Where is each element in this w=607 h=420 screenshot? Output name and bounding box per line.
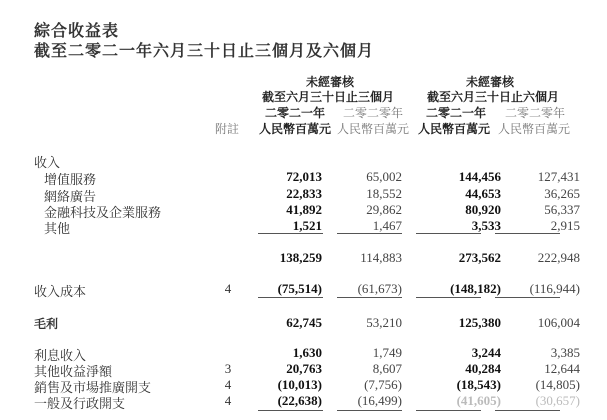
subtotal-underline — [337, 297, 402, 298]
year-col3: 二零二一年 — [426, 106, 487, 120]
year-col1: 二零二一年 — [265, 106, 326, 120]
unit-col1: 人民幣百萬元 — [258, 122, 331, 136]
cell: 29,862 — [366, 202, 402, 217]
subtotal-underline — [337, 410, 402, 411]
row-label: 收入成本 — [34, 284, 87, 299]
cell: 144,456 — [458, 169, 501, 184]
cell: 22,833 — [286, 186, 322, 201]
cell: 125,380 — [458, 315, 501, 330]
cell: 3,385 — [550, 345, 580, 360]
year-col4: 二零二零年 — [505, 106, 566, 120]
unit-col3: 人民幣百萬元 — [417, 122, 490, 136]
group2-audit: 未經審核 — [465, 75, 514, 89]
unit-col2: 人民幣百萬元 — [336, 122, 409, 136]
cell: (16,499) — [357, 393, 402, 408]
table-row — [0, 377, 607, 393]
note-ref: 4 — [224, 377, 232, 392]
cell: (22,638) — [277, 393, 322, 408]
cell: (41,605) — [456, 393, 501, 408]
cell: 1,630 — [292, 345, 322, 360]
subtotal-underline — [495, 410, 560, 411]
cell: (14,805) — [535, 377, 580, 392]
table-row — [0, 218, 607, 234]
cell: 18,552 — [366, 186, 402, 201]
cell: (30,657) — [535, 393, 580, 408]
cell: (10,013) — [277, 377, 322, 392]
cell: 41,892 — [286, 202, 322, 217]
subtotal-underline — [337, 233, 402, 234]
cell: 138,259 — [279, 250, 322, 265]
group2-period: 截至六月三十日止六個月 — [426, 90, 559, 104]
note-ref: 3 — [224, 361, 232, 376]
cell: 1,749 — [372, 345, 402, 360]
cell: 8,607 — [372, 361, 402, 376]
row-label: 利息收入 — [34, 348, 87, 363]
row-label: 增值服務 — [44, 172, 97, 187]
note-header: 附註 — [214, 122, 239, 136]
row-label: 其他 — [44, 221, 71, 236]
cell: 3,244 — [471, 345, 501, 360]
row-label: 網絡廣告 — [44, 189, 97, 204]
table-row-gross-profit — [0, 315, 607, 331]
statement-title: 綜合收益表 — [34, 21, 120, 40]
row-label: 一般及行政開支 — [34, 396, 126, 411]
subtotal-underline — [416, 410, 481, 411]
cell: 127,431 — [537, 169, 580, 184]
subtotal-underline — [258, 233, 323, 234]
table-row — [0, 186, 607, 202]
cell: 80,920 — [465, 202, 501, 217]
row-label: 金融科技及企業服務 — [44, 205, 162, 220]
cell: 1,467 — [372, 218, 402, 233]
cell: 53,210 — [366, 315, 402, 330]
unit-col4: 人民幣百萬元 — [497, 122, 570, 136]
subtotal-underline — [495, 233, 560, 234]
row-label: 銷售及市場推廣開支 — [34, 380, 152, 395]
table-row — [0, 361, 607, 377]
cell: 106,004 — [537, 315, 580, 330]
table-row-revenue-total — [0, 250, 607, 266]
table-row-revenue-header — [0, 152, 607, 168]
cell: (116,944) — [529, 281, 580, 296]
cell: 1,521 — [292, 218, 322, 233]
table-row — [0, 393, 607, 409]
cell: 65,002 — [366, 169, 402, 184]
note-ref: 4 — [224, 281, 232, 296]
cell: (61,673) — [357, 281, 402, 296]
cell: 2,915 — [550, 218, 580, 233]
cell: 56,337 — [544, 202, 580, 217]
table-row — [0, 169, 607, 185]
cell: 44,653 — [465, 186, 501, 201]
row-label: 其他收益淨額 — [34, 364, 113, 379]
cell: 273,562 — [458, 250, 501, 265]
subtotal-underline — [258, 410, 323, 411]
cell: (148,182) — [450, 281, 501, 296]
subtotal-underline — [495, 297, 560, 298]
cell: 114,883 — [360, 250, 402, 265]
cell: 36,265 — [544, 186, 580, 201]
note-ref: 4 — [224, 393, 232, 408]
table-row — [0, 202, 607, 218]
row-label: 收入 — [34, 155, 61, 170]
cell: 3,533 — [471, 218, 501, 233]
cell: (18,543) — [456, 377, 501, 392]
table-row-cost-of-revenue — [0, 281, 607, 297]
cell: 72,013 — [286, 169, 322, 184]
cell: 20,763 — [286, 361, 322, 376]
row-label: 毛利 — [34, 317, 59, 331]
cell: 62,745 — [286, 315, 322, 330]
group1-audit: 未經審核 — [305, 75, 354, 89]
cell: (75,514) — [277, 281, 322, 296]
statement-subtitle: 截至二零二一年六月三十日止三個月及六個月 — [34, 41, 375, 60]
group1-period: 截至六月三十日止三個月 — [261, 90, 394, 104]
cell: 222,948 — [537, 250, 580, 265]
cell: 40,284 — [465, 361, 501, 376]
year-col2: 二零二零年 — [343, 106, 404, 120]
subtotal-underline — [258, 297, 323, 298]
table-row — [0, 345, 607, 361]
cell: 12,644 — [544, 361, 580, 376]
subtotal-underline — [416, 233, 481, 234]
subtotal-underline — [416, 297, 481, 298]
cell: (7,756) — [364, 377, 402, 392]
